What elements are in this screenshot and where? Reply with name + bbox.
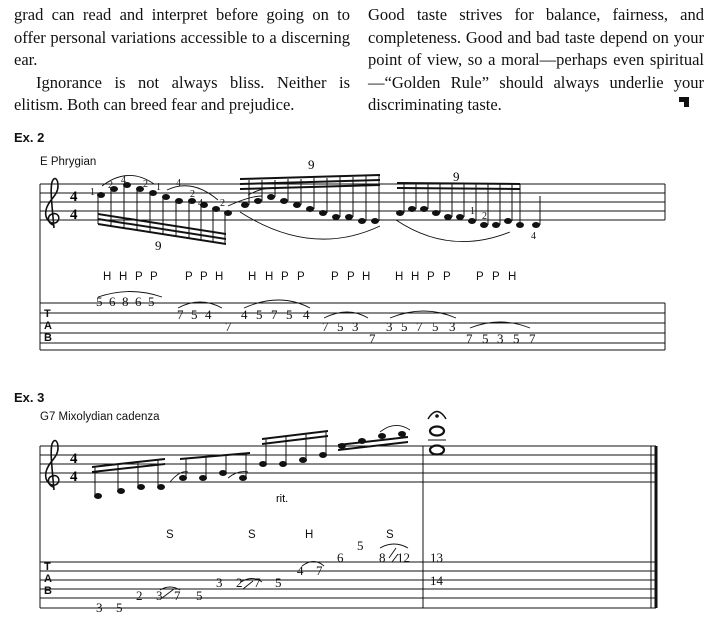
ex2-tech-16: H xyxy=(411,271,420,283)
ex2-tab-num-20: 5 xyxy=(401,319,408,334)
ex2-treble-clef-icon xyxy=(46,179,59,228)
ex2-tech-13: P xyxy=(347,271,355,283)
ex3-beams xyxy=(92,430,408,473)
ex2-finger-5: 1 xyxy=(156,182,161,193)
ex2-tab-num-11: 5 xyxy=(256,307,263,322)
ex3-tab-num-16: 12 xyxy=(397,550,410,565)
ex2-tuplet-3: 9 xyxy=(453,169,460,184)
ex2-tab-num-7: 5 xyxy=(191,307,198,322)
ex2-tuplet-2: 9 xyxy=(308,157,315,172)
ex3-tab-num-12: 7 xyxy=(316,563,323,578)
ex3-tab-num-11: 4 xyxy=(297,563,304,578)
ex2-finger-3: 4 xyxy=(121,175,126,186)
ex2-tuplet-1: 9 xyxy=(155,238,162,253)
ex2-tab-num-6: 7 xyxy=(177,307,184,322)
ex2-tab-A: A xyxy=(44,320,52,332)
ex2-label: Ex. 2 xyxy=(14,130,45,145)
ex2-tab-num-5: 5 xyxy=(148,294,155,309)
ex2-tech-17: P xyxy=(427,271,435,283)
ex2-tab-num-21: 7 xyxy=(416,319,423,334)
ex2-tab-num-8: 4 xyxy=(205,307,212,322)
ex2-tab-num-19: 3 xyxy=(386,319,393,334)
ex2-finger-10: 1 xyxy=(470,206,475,217)
ex3-tech-1: S xyxy=(166,529,174,541)
ex3-tab-num-5: 7 xyxy=(174,588,181,603)
ex3-tab-num-13: 6 xyxy=(337,550,344,565)
ex2-tech-20: P xyxy=(492,271,500,283)
ex2-tech-19: P xyxy=(476,271,484,283)
ex2-tab-num-10: 4 xyxy=(241,307,248,322)
ex2-time-bottom: 4 xyxy=(70,207,78,223)
ex2-tech-6: P xyxy=(200,271,208,283)
left-paragraph-1: grad can read and interpret before going on to offer personal variations accessible to a discerning ear. xyxy=(14,5,350,69)
ex2-tech-18: P xyxy=(443,271,451,283)
ex3-tab-num-7: 3 xyxy=(216,575,223,590)
ex3-time-bottom: 4 xyxy=(70,469,78,485)
ex3-tab-num-4: 3 xyxy=(156,588,163,603)
ex3-treble-clef-icon xyxy=(46,441,59,490)
ex3-tab-A: A xyxy=(44,573,52,585)
ex2-tab-num-14: 4 xyxy=(303,307,310,322)
ex2-tab-T: T xyxy=(44,308,51,320)
ex2-tab-num-16: 5 xyxy=(337,319,344,334)
ex2-tab-num-1: 5 xyxy=(96,294,103,309)
ex3-final-chord xyxy=(428,427,446,455)
ex2-tab-num-22: 5 xyxy=(432,319,439,334)
fermata-icon xyxy=(428,412,446,420)
left-paragraph-2: Ignorance is not always bliss. Neither is elitism. Both can breed fear and prejudice. xyxy=(14,72,350,114)
ex3-tab-num-10: 5 xyxy=(275,575,282,590)
ex3-tab-num-8: 2 xyxy=(236,575,243,590)
ex2-tech-14: H xyxy=(362,271,371,283)
ex3-tab-num-14: 5 xyxy=(357,538,364,553)
ex2-tech-12: P xyxy=(331,271,339,283)
ex2-finger-9: 2 xyxy=(220,198,225,209)
ex2-tech-3: P xyxy=(135,271,143,283)
ex2-finger-1: 1 xyxy=(90,187,95,198)
ex3-slide-marks xyxy=(389,548,396,558)
ex2-tab-num-24: 7 xyxy=(466,331,473,346)
ex3-tab-T: T xyxy=(44,561,51,573)
ex3-label: Ex. 3 xyxy=(14,390,45,405)
ex2-finger-8: 4 xyxy=(198,198,203,209)
ex2-tab-num-9: 7 xyxy=(225,319,232,334)
ex3-tab-staff xyxy=(40,562,656,608)
ex3-tech-3: H xyxy=(305,529,314,541)
ex2-tech-7: H xyxy=(215,271,224,283)
ex3-tab-num-15: 8 xyxy=(379,550,386,565)
ex2-tab-num-12: 7 xyxy=(271,307,278,322)
right-paragraph-1: Good taste strives for balance, fairness, and completeness. Good and bad taste depend on your point of view, so a moral—perhaps even spiritual—“Golden Rule” should always underlie your discriminating taste. xyxy=(368,5,704,114)
ex3-caption: G7 Mixolydian cadenza xyxy=(40,411,160,423)
ex3-tech-2: S xyxy=(248,529,256,541)
ex3-tab-B: B xyxy=(44,585,52,597)
ex2-finger-4: 2 xyxy=(143,179,148,190)
ex2-tech-11: P xyxy=(297,271,305,283)
ex2-tab-num-25: 5 xyxy=(482,331,489,346)
ex2-finger-7: 2 xyxy=(190,189,195,200)
ex2-tech-15: H xyxy=(395,271,404,283)
ex2-tech-5: P xyxy=(185,271,193,283)
ex3-rit: rit. xyxy=(276,493,289,505)
ex2-finger-12: 4 xyxy=(531,231,536,242)
ex2-tab-num-15: 7 xyxy=(322,319,329,334)
ex2-tech-1: H xyxy=(103,271,112,283)
ex2-tab-num-18: 7 xyxy=(369,331,376,346)
ex3-noteheads xyxy=(94,431,406,499)
ex2-tab-B: B xyxy=(44,332,52,344)
ex2-tech-2: H xyxy=(119,271,128,283)
ex2-finger-11: 2 xyxy=(482,211,487,222)
ex3-tab-num-9: 7 xyxy=(254,575,261,590)
ex2-tech-10: P xyxy=(281,271,289,283)
ex2-tech-4: P xyxy=(150,271,158,283)
ex2-finger-2: 2 xyxy=(108,180,113,191)
ex3-tab-num-3: 2 xyxy=(136,588,143,603)
ex2-tab-num-3: 8 xyxy=(122,294,129,309)
ex3-time-top: 4 xyxy=(70,451,78,467)
ex2-tab-num-4: 6 xyxy=(135,294,142,309)
ex2-tab-num-23: 3 xyxy=(449,319,456,334)
ex2-tab-num-26: 3 xyxy=(497,331,504,346)
ex2-tab-num-28: 7 xyxy=(529,331,536,346)
ex3-tab-num-6: 5 xyxy=(196,588,203,603)
ex2-tab-num-2: 6 xyxy=(109,294,116,309)
ex2-finger-6: 4 xyxy=(176,178,181,189)
ex2-caption: E Phrygian xyxy=(40,156,97,168)
ex3-tab-num-2: 5 xyxy=(116,600,123,615)
ex3-staff xyxy=(40,446,656,608)
ex2-tab-num-13: 5 xyxy=(286,307,293,322)
ex2-time-top: 4 xyxy=(70,189,78,205)
ex3-tab-num-1: 3 xyxy=(96,600,103,615)
ex2-tech-8: H xyxy=(248,271,257,283)
ex2-tab-num-27: 5 xyxy=(513,331,520,346)
ex2-tech-9: H xyxy=(265,271,274,283)
ex3-tab-num-18: 14 xyxy=(430,573,443,588)
ex3-tech-4: S xyxy=(386,529,394,541)
ex3-tab-num-17: 13 xyxy=(430,550,443,565)
ex2-tab-num-17: 3 xyxy=(352,319,359,334)
ex2-tech-21: H xyxy=(508,271,517,283)
